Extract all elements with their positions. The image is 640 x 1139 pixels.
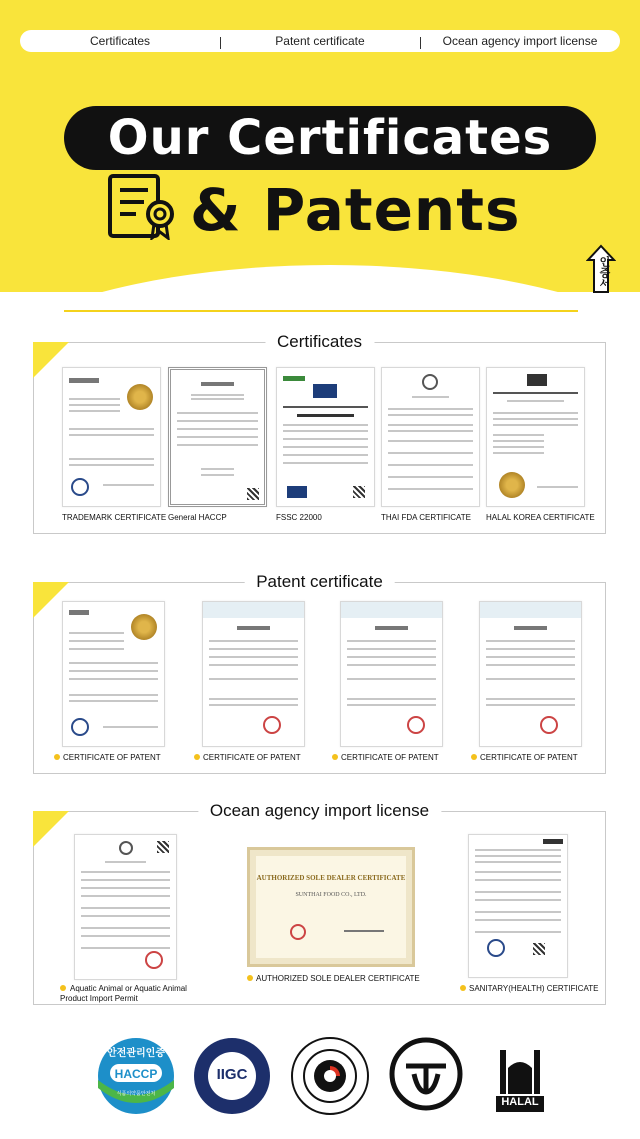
certificates-section-title: Certificates — [265, 331, 374, 353]
halal-logo-text: HALAL — [501, 1096, 539, 1108]
import-permit-caption: Aquatic Animal or Aquatic Animal Product Import Permit — [60, 984, 187, 1003]
iigc-logo-text: IIGC — [216, 1066, 248, 1083]
cert-caption-thai-fda: THAI FDA CERTIFICATE — [381, 513, 471, 522]
patent-section — [33, 572, 606, 774]
patent-certificate-image-1[interactable] — [62, 601, 165, 747]
hero-divider — [64, 310, 578, 312]
section-corner-accent — [33, 811, 69, 847]
top-nav — [20, 30, 620, 52]
patent-caption-2: CERTIFICATE OF PATENT — [194, 753, 301, 762]
sole-dealer-certificate-image[interactable] — [247, 847, 415, 967]
patent-caption-4: CERTIFICATE OF PATENT — [471, 753, 578, 762]
side-badge-label: 인증서 — [598, 256, 610, 289]
ocean-section-title: Ocean agency import license — [198, 800, 441, 822]
caption-bullet — [60, 985, 66, 991]
import-permit-image[interactable] — [74, 834, 177, 980]
certificates-section — [33, 332, 606, 534]
sole-dealer-doc-title: AUTHORIZED SOLE DEALER CERTIFICATE — [256, 874, 406, 882]
cert-caption-halal-korea: HALAL KOREA CERTIFICATE — [486, 513, 595, 522]
ocean-license-section — [33, 801, 606, 1005]
sanitary-caption: SANITARY(HEALTH) CERTIFICATE — [460, 984, 599, 993]
nav-item-certificates[interactable]: Certificates — [89, 34, 151, 48]
page-title — [64, 106, 596, 170]
patent-caption-3: CERTIFICATE OF PATENT — [332, 753, 439, 762]
haccp-logo-top-text: 안전관리인증 — [107, 1048, 165, 1059]
sanitary-certificate-image[interactable] — [468, 834, 568, 978]
patent-certificate-image-4[interactable] — [479, 601, 582, 747]
fssc-22000-certificate-image[interactable] — [276, 367, 375, 507]
halal-korea-certificate-image[interactable] — [486, 367, 585, 507]
patent-section-title: Patent certificate — [244, 571, 395, 593]
patent-certificate-image-3[interactable] — [340, 601, 443, 747]
sole-dealer-caption: AUTHORIZED SOLE DEALER CERTIFICATE — [247, 974, 420, 983]
haccp-certificate-image[interactable] — [168, 367, 267, 507]
sole-dealer-doc-company: SUNTHAI FOOD CO., LTD. — [295, 892, 367, 898]
thai-fda-logo-icon — [388, 1036, 464, 1112]
certification-logos — [0, 1030, 640, 1120]
title-line-1: Our Certificates — [107, 110, 553, 166]
cert-caption-haccp: General HACCP — [168, 513, 227, 522]
patent-caption-1: CERTIFICATE OF PATENT — [54, 753, 161, 762]
nav-item-patent[interactable]: Patent certificate — [220, 34, 420, 48]
haccp-logo-bottom-text: 식품의약품안전처 — [116, 1091, 156, 1097]
page-subtitle: & Patents — [190, 176, 521, 244]
nav-item-ocean-license[interactable]: Ocean agency import license — [420, 34, 620, 48]
patent-certificate-image-2[interactable] — [202, 601, 305, 747]
trademark-certificate-image[interactable] — [62, 367, 161, 507]
thai-fda-certificate-image[interactable] — [381, 367, 480, 507]
cert-caption-fssc: FSSC 22000 — [276, 513, 322, 522]
cert-caption-trademark: TRADEMARK CERTIFICATE — [62, 513, 167, 522]
haccp-logo-main-text: HACCP — [114, 1067, 158, 1081]
korean-intellectual-property-office-logo-icon — [290, 1036, 370, 1116]
certificate-document-icon — [108, 174, 178, 240]
